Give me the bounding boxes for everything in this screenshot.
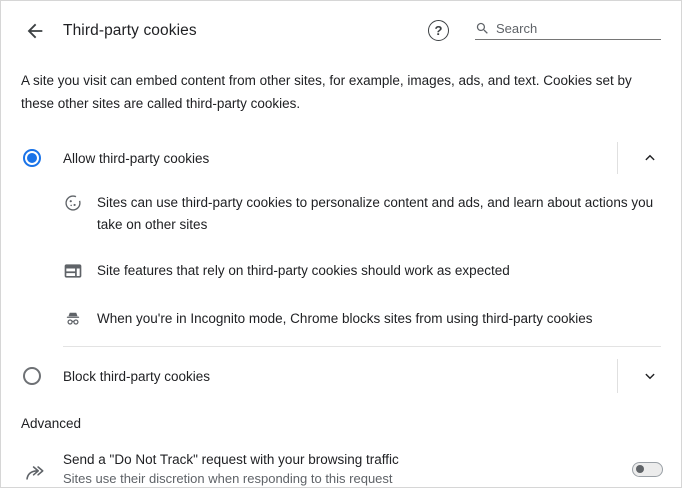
header <box>1 1 681 47</box>
option-block-label: Block third-party cookies <box>63 368 211 384</box>
advanced-heading: Advanced <box>21 416 82 431</box>
search-field[interactable] <box>475 21 661 40</box>
web-icon <box>63 261 83 281</box>
do-not-track-icon <box>23 460 47 484</box>
expand-button[interactable] <box>618 358 681 394</box>
do-not-track-title: Send a "Do Not Track" request with your browsing traffic <box>63 452 399 467</box>
help-button[interactable] <box>428 20 449 41</box>
help-icon: ? <box>434 23 443 38</box>
radio-allow-selected[interactable] <box>23 149 41 167</box>
toggle-knob <box>636 465 644 473</box>
do-not-track-subtitle: Sites use their discretion when responding to this request <box>63 471 393 486</box>
detail-incognito <box>63 308 661 330</box>
search-icon <box>475 21 490 36</box>
cookie-icon <box>63 193 83 213</box>
chevron-up-icon <box>641 149 659 167</box>
page-description: A site you visit can embed content from other sites, for example, images, ads, and text. Cookies set by these other sites are called third-party cookies. <box>21 73 632 111</box>
page-title: Third-party cookies <box>63 21 197 39</box>
do-not-track-text <box>63 450 620 488</box>
detail-site-features-text: Site features that rely on third-party cookies should work as expected <box>97 263 510 278</box>
detail-site-features <box>63 260 661 282</box>
do-not-track-row <box>1 450 681 488</box>
incognito-icon <box>63 309 83 329</box>
back-button[interactable] <box>23 19 47 43</box>
collapse-button[interactable] <box>618 140 681 176</box>
option-block-third-party-cookies[interactable] <box>1 353 681 399</box>
chevron-down-icon <box>641 367 659 385</box>
search-input[interactable] <box>496 21 661 36</box>
detail-incognito-text: When you're in Incognito mode, Chrome blocks sites from using third-party cookies <box>97 311 593 326</box>
detail-personalize <box>63 192 661 236</box>
do-not-track-toggle[interactable] <box>632 462 663 477</box>
back-arrow-icon <box>24 20 46 42</box>
allow-option-details <box>1 192 681 330</box>
option-allow-third-party-cookies[interactable] <box>1 140 681 176</box>
detail-personalize-text: Sites can use third-party cookies to personalize content and ads, and learn about actions you take on other sites <box>97 195 654 232</box>
radio-block-unselected[interactable] <box>23 367 41 385</box>
option-allow-label: Allow third-party cookies <box>63 150 210 166</box>
section-divider <box>63 346 661 347</box>
